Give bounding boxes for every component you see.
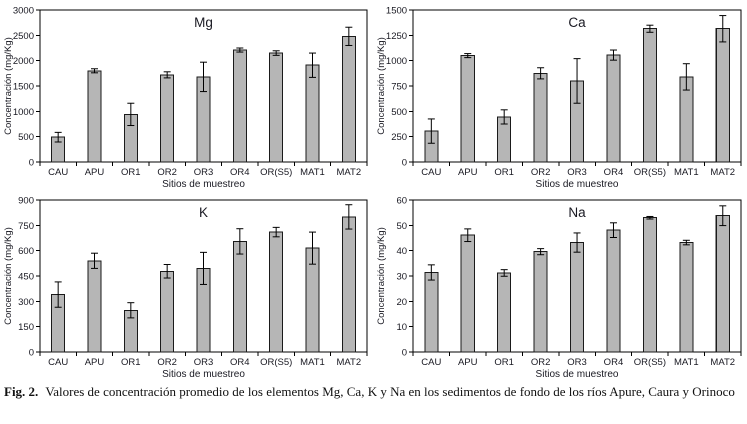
chart-title: Na — [568, 205, 586, 220]
y-axis-tick-label: 150 — [18, 322, 34, 334]
y-axis-tick-label: 0 — [401, 157, 408, 169]
chart-svg — [0, 190, 373, 380]
bar — [425, 272, 438, 352]
y-axis-tick-label: 60 — [396, 195, 408, 207]
x-axis-tick-label: OR2 — [157, 167, 177, 178]
bar — [498, 273, 511, 352]
x-axis-tick-label: OR1 — [121, 167, 141, 178]
y-axis-tick-label: 500 — [391, 106, 408, 118]
x-axis-tick-label: APU — [84, 357, 105, 368]
chart-title: Mg — [194, 15, 213, 30]
x-axis-tick-label: OR2 — [157, 357, 177, 368]
mg-bar-chart — [0, 0, 373, 190]
y-axis-label: Concentración (mg/Kg) — [3, 37, 14, 135]
caption-text: Valores de concentración promedio de los elementos Mg, Ca, K y Na en los sedimentos de fondo de los ríos Apure, Caura y Orinoco — [45, 384, 735, 399]
y-axis-tick-label: 0 — [28, 157, 34, 169]
bar — [680, 243, 693, 352]
bar — [607, 230, 620, 352]
y-axis-tick-label: 40 — [396, 246, 408, 258]
x-axis-tick-label: OR3 — [193, 167, 214, 178]
bar — [534, 252, 547, 352]
y-axis-tick-label: 50 — [396, 220, 408, 232]
bar — [161, 271, 174, 352]
chart-title: K — [198, 205, 209, 220]
y-axis-tick-label: 900 — [18, 195, 34, 207]
x-axis-tick-label: MAT2 — [710, 357, 736, 368]
bar — [88, 261, 101, 352]
x-axis-tick-label: OR(S5) — [260, 167, 293, 178]
bar — [233, 50, 246, 162]
y-axis-tick-label: 0 — [401, 347, 408, 359]
bar — [461, 235, 474, 352]
bar — [270, 232, 283, 352]
x-axis-tick-label: MAT1 — [674, 167, 699, 178]
bar — [716, 29, 729, 162]
x-axis-tick-label: OR2 — [530, 357, 551, 368]
x-axis-tick-label: OR4 — [603, 357, 624, 368]
x-axis-tick-label: MAT1 — [674, 357, 699, 368]
y-axis-label: Concentración (mg/Kg) — [3, 227, 14, 325]
y-axis-tick-label: 30 — [396, 271, 408, 283]
y-axis-tick-label: 1500 — [12, 81, 34, 93]
x-axis-tick-label: OR3 — [567, 167, 587, 178]
bar — [270, 53, 283, 162]
x-axis-label: Sitios de muestreo — [535, 369, 619, 380]
x-axis-tick-label: CAU — [48, 357, 69, 368]
x-axis-tick-label: MAT2 — [710, 167, 736, 178]
y-axis-tick-label: 1250 — [385, 30, 408, 42]
x-axis-tick-label: CAU — [48, 167, 69, 178]
x-axis-tick-label: MAT2 — [336, 357, 362, 368]
figure-caption — [0, 380, 747, 399]
x-axis-tick-label: OR3 — [193, 357, 214, 368]
bar — [716, 216, 729, 352]
k-bar-chart — [0, 190, 373, 380]
x-axis-tick-label: APU — [457, 167, 478, 178]
bar — [607, 55, 620, 162]
bar — [571, 243, 584, 352]
x-axis-tick-label: OR3 — [567, 357, 587, 368]
y-axis-tick-label: 0 — [28, 347, 34, 359]
bar — [461, 56, 474, 162]
chart-title: Ca — [568, 15, 586, 30]
y-axis-tick-label: 1500 — [385, 5, 408, 17]
chart-svg — [373, 0, 747, 190]
x-axis-tick-label: OR4 — [603, 167, 624, 178]
x-axis-tick-label: OR1 — [121, 357, 141, 368]
x-axis-tick-label: OR4 — [230, 167, 250, 178]
bar — [534, 73, 547, 162]
x-axis-tick-label: APU — [84, 167, 105, 178]
y-axis-tick-label: 750 — [18, 220, 34, 232]
x-axis-label: Sitios de muestreo — [535, 179, 619, 190]
y-axis-tick-label: 2000 — [12, 56, 34, 68]
y-axis-tick-label: 250 — [391, 132, 408, 144]
x-axis-tick-label: OR(S5) — [633, 167, 667, 178]
y-axis-label: Concentración (mg/Kg) — [376, 37, 388, 135]
bar — [161, 75, 174, 162]
y-axis-tick-label: 500 — [18, 132, 34, 144]
y-axis-tick-label: 1000 — [385, 56, 408, 68]
x-axis-tick-label: OR(S5) — [633, 357, 667, 368]
bar — [643, 218, 656, 352]
bar — [342, 217, 355, 352]
y-axis-label: Concentración (mg/Kg) — [376, 227, 388, 325]
x-axis-tick-label: CAU — [421, 357, 442, 368]
ca-bar-chart — [373, 0, 747, 190]
y-axis-tick-label: 300 — [18, 296, 34, 308]
bar — [233, 241, 246, 352]
chart-svg — [0, 0, 373, 190]
y-axis-tick-label: 2500 — [12, 30, 34, 42]
y-axis-tick-label: 20 — [396, 296, 408, 308]
y-axis-tick-label: 750 — [391, 81, 408, 93]
caption-label: Fig. 2. — [4, 384, 39, 399]
y-axis-tick-label: 3000 — [12, 5, 34, 17]
x-axis-tick-label: MAT2 — [336, 167, 362, 178]
y-axis-tick-label: 10 — [396, 322, 408, 334]
y-axis-tick-label: 600 — [18, 246, 34, 258]
x-axis-tick-label: OR4 — [230, 357, 250, 368]
y-axis-tick-label: 450 — [18, 271, 34, 283]
bar — [643, 29, 656, 162]
x-axis-tick-label: OR1 — [494, 357, 514, 368]
x-axis-tick-label: OR1 — [494, 167, 514, 178]
x-axis-tick-label: APU — [457, 357, 478, 368]
bar — [88, 71, 101, 162]
bar — [342, 36, 355, 162]
bar — [306, 65, 319, 162]
chart-svg — [373, 190, 747, 380]
na-bar-chart — [373, 190, 747, 380]
x-axis-tick-label: CAU — [421, 167, 442, 178]
x-axis-tick-label: OR2 — [530, 167, 551, 178]
x-axis-label: Sitios de muestreo — [162, 179, 245, 190]
x-axis-tick-label: MAT1 — [300, 167, 325, 178]
y-axis-tick-label: 1000 — [12, 106, 34, 118]
x-axis-tick-label: MAT1 — [300, 357, 325, 368]
x-axis-tick-label: OR(S5) — [260, 357, 293, 368]
x-axis-label: Sitios de muestreo — [162, 369, 245, 380]
